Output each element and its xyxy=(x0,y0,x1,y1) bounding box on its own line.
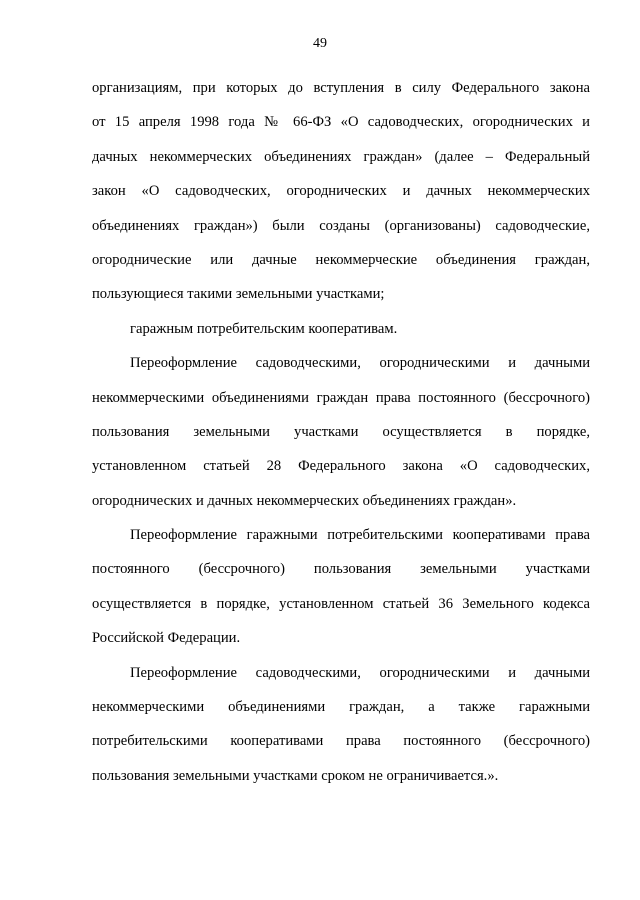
text-line: пользования земельными участками сроком не ограничивается.». xyxy=(92,767,499,784)
paragraph-organizations xyxy=(92,71,590,312)
text-line: гаражным потребительским кооперативам. xyxy=(130,320,398,337)
text-line: организациям, при которых до вступления в силу Федерального закона xyxy=(92,80,590,96)
paragraph-reregistration-garage xyxy=(92,518,590,656)
text-line: дачных некоммерческих объединениях граждан» (далее – Федеральный xyxy=(92,148,590,165)
text-line: постоянного (бессрочного) пользования земельными участками xyxy=(92,561,590,578)
paragraph-reregistration-gardening xyxy=(92,346,590,518)
text-line: Переоформление садоводческими, огородническими и дачными xyxy=(130,664,590,681)
document-body xyxy=(92,71,590,793)
paragraph-term-unlimited xyxy=(92,656,590,794)
text-line: огороднических и дачных некоммерческих объединениях граждан». xyxy=(92,492,517,509)
text-line: пользующиеся такими земельными участками; xyxy=(92,286,385,303)
text-line: Переоформление гаражными потребительскими кооперативами права xyxy=(130,527,590,544)
text-line: огороднические или дачные некоммерческие объединения граждан, xyxy=(92,251,590,268)
text-line: Переоформление садоводческими, огородническими и дачными xyxy=(130,355,590,372)
text-line: установленном статьей 28 Федерального закона «О садоводческих, xyxy=(92,458,590,475)
text-line: пользования земельными участками осуществляется в порядке, xyxy=(92,423,590,440)
page-number: 49 xyxy=(313,36,327,51)
text-line: закон «О садоводческих, огороднических и дачных некоммерческих xyxy=(92,183,590,200)
text-line: объединениях граждан») были созданы (организованы) садоводческие, xyxy=(92,217,590,234)
text-line: осуществляется в порядке, установленном статьей 36 Земельного кодекса xyxy=(92,595,590,612)
text-line: некоммерческими объединениями граждан права постоянного (бессрочного) xyxy=(92,389,590,406)
text-line: от 15 апреля 1998 года № 66-ФЗ «О садоводческих, огороднических и xyxy=(92,114,590,131)
text-line: потребительскими кооперативами права постоянного (бессрочного) xyxy=(92,733,590,750)
text-line: некоммерческими объединениями граждан, а также гаражными xyxy=(92,699,590,716)
paragraph-garage-cooperatives xyxy=(92,312,590,346)
text-line: Российской Федерации. xyxy=(92,630,241,647)
